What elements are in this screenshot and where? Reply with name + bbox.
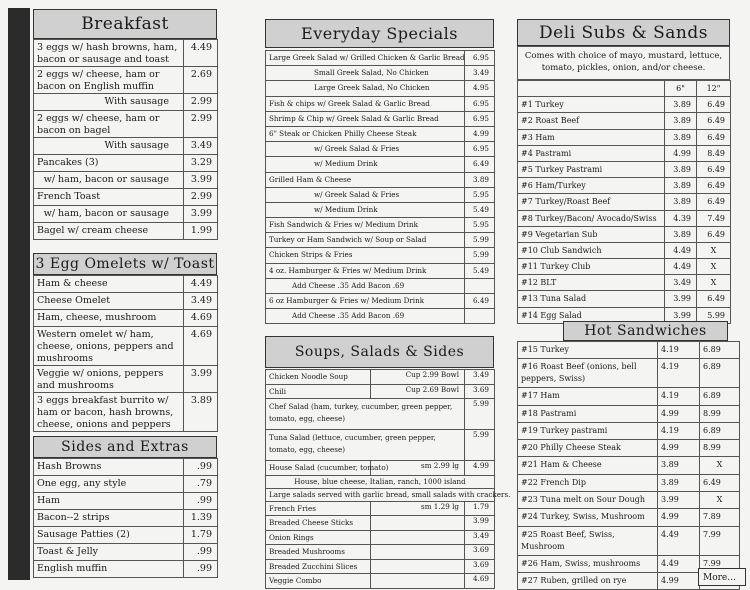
price-6in: 4.49 bbox=[658, 526, 700, 555]
hot-row bbox=[518, 509, 740, 526]
option-name: w/ ham, bacon or sausage bbox=[34, 206, 184, 223]
item-price: .99 bbox=[184, 459, 218, 476]
price-6in: 4.19 bbox=[658, 359, 700, 388]
menu-row bbox=[34, 111, 218, 138]
price-12in: 7.99 bbox=[700, 526, 740, 555]
item-price: 1.99 bbox=[184, 223, 218, 240]
soup-row bbox=[266, 488, 495, 501]
price-12in: 6.89 bbox=[700, 342, 740, 359]
price-12in: 7.89 bbox=[700, 509, 740, 526]
item-name: Bacon--2 strips bbox=[34, 510, 184, 527]
price-6in: 3.89 bbox=[665, 178, 697, 194]
deli-row bbox=[518, 161, 731, 177]
menu-row bbox=[34, 293, 218, 310]
hot-row bbox=[518, 342, 740, 359]
special-row bbox=[266, 233, 495, 248]
hot-row bbox=[518, 388, 740, 405]
soup-name: Tuna Salad (lettuce, cucumber, green pepper, tomato, egg, cheese) bbox=[266, 430, 465, 461]
soup-name: Breaded Cheese Sticks bbox=[266, 516, 371, 531]
price-12in: X bbox=[697, 259, 731, 275]
deli-name: #9 Vegetarian Sub bbox=[518, 226, 665, 242]
sides-header: Sides and Extras bbox=[33, 436, 217, 458]
special-name: Add Cheese .35 Add Bacon .69 bbox=[266, 278, 465, 293]
soup-price: 5.99 bbox=[465, 399, 495, 430]
menu-row bbox=[34, 40, 218, 67]
hot-name: #18 Pastrami bbox=[518, 405, 658, 422]
soup-size bbox=[371, 559, 465, 574]
special-name: w/ Medium Drink bbox=[266, 202, 465, 217]
price-6in: 3.99 bbox=[658, 492, 700, 509]
omelets-table bbox=[33, 275, 218, 432]
menu-row bbox=[34, 493, 218, 510]
breakfast-table bbox=[33, 39, 218, 240]
soup-name: Onion Rings bbox=[266, 530, 371, 545]
item-name: Ham bbox=[34, 493, 184, 510]
item-price: 4.69 bbox=[184, 310, 218, 327]
item-price: 2.99 bbox=[184, 111, 218, 138]
special-price bbox=[465, 309, 495, 324]
price-12in: 6.49 bbox=[700, 474, 740, 491]
hot-row bbox=[518, 492, 740, 509]
hot-name: #26 Ham, Swiss, mushrooms bbox=[518, 555, 658, 572]
hot-row bbox=[518, 422, 740, 439]
deli-row bbox=[518, 194, 731, 210]
item-name: 2 eggs w/ cheese, ham or bacon on bagel bbox=[34, 111, 184, 138]
special-name: Turkey or Ham Sandwich w/ Soup or Salad bbox=[266, 233, 465, 248]
deli-name: #14 Egg Salad bbox=[518, 307, 665, 323]
hot-name: #24 Turkey, Swiss, Mushroom bbox=[518, 509, 658, 526]
option-price: 2.99 bbox=[184, 94, 218, 111]
deli-row bbox=[518, 97, 731, 113]
price-12in: 8.49 bbox=[697, 145, 731, 161]
price-6in: 3.89 bbox=[665, 161, 697, 177]
special-row bbox=[266, 294, 495, 309]
soup-name: Chicken Noodle Soup bbox=[266, 370, 371, 385]
price-6in: 4.99 bbox=[665, 145, 697, 161]
menu-spine bbox=[8, 8, 30, 580]
soup-row bbox=[266, 384, 495, 399]
special-row bbox=[266, 263, 495, 278]
hot-name: #25 Roast Beef, Swiss, Mushroom bbox=[518, 526, 658, 555]
deli-row bbox=[518, 226, 731, 242]
menu-row bbox=[34, 393, 218, 432]
deli-size-header bbox=[518, 81, 731, 97]
item-price: 4.49 bbox=[184, 276, 218, 293]
price-6in: 4.99 bbox=[658, 509, 700, 526]
item-price: 1.79 bbox=[184, 527, 218, 544]
item-price: 2.69 bbox=[184, 67, 218, 94]
item-name: Pancakes (3) bbox=[34, 155, 184, 172]
special-row bbox=[266, 142, 495, 157]
special-price bbox=[465, 278, 495, 293]
hot-row bbox=[518, 526, 740, 555]
special-row bbox=[266, 51, 495, 66]
hot-name: #22 French Dip bbox=[518, 474, 658, 491]
option-price: 3.99 bbox=[184, 206, 218, 223]
special-name: Grilled Ham & Cheese bbox=[266, 172, 465, 187]
special-price: 4.99 bbox=[465, 126, 495, 141]
price-6in: 4.49 bbox=[665, 259, 697, 275]
special-row bbox=[266, 126, 495, 141]
price-12in: X bbox=[697, 275, 731, 291]
option-price: 3.99 bbox=[184, 172, 218, 189]
price-12in: 6.49 bbox=[697, 194, 731, 210]
deli-name: #13 Tuna Salad bbox=[518, 291, 665, 307]
menu-row bbox=[34, 366, 218, 393]
price-6in: 3.89 bbox=[658, 457, 700, 474]
price-6in: 4.49 bbox=[658, 555, 700, 572]
price-12in: 6.49 bbox=[697, 178, 731, 194]
soup-note: Large salads served with garlic bread, small salads with crackers. bbox=[266, 488, 495, 501]
soup-price: 4.99 bbox=[465, 461, 495, 476]
soup-row bbox=[266, 530, 495, 545]
menu-row-option bbox=[34, 138, 218, 155]
price-12in: 8.99 bbox=[700, 440, 740, 457]
omelets-header: 3 Egg Omelets w/ Toast bbox=[33, 253, 217, 275]
deli-name: #10 Club Sandwich bbox=[518, 242, 665, 258]
blank-cell bbox=[518, 81, 665, 97]
size-12in: 12" bbox=[697, 81, 731, 97]
price-6in: 3.89 bbox=[665, 113, 697, 129]
hot-row bbox=[518, 474, 740, 491]
special-row bbox=[266, 66, 495, 81]
special-price: 6.95 bbox=[465, 96, 495, 111]
price-6in: 4.19 bbox=[658, 388, 700, 405]
hot-row bbox=[518, 457, 740, 474]
price-12in: 6.89 bbox=[700, 359, 740, 388]
soup-price: 3.49 bbox=[465, 370, 495, 385]
price-6in: 4.39 bbox=[665, 210, 697, 226]
price-12in: 6.89 bbox=[700, 388, 740, 405]
special-row bbox=[266, 248, 495, 263]
menu-row bbox=[34, 527, 218, 544]
menu-row-option bbox=[34, 172, 218, 189]
price-12in: 7.99 bbox=[700, 555, 740, 572]
special-price: 5.49 bbox=[465, 202, 495, 217]
price-6in: 4.19 bbox=[658, 422, 700, 439]
special-name: Small Greek Salad, No Chicken bbox=[266, 66, 465, 81]
special-row bbox=[266, 218, 495, 233]
price-12in: 6.49 bbox=[697, 129, 731, 145]
deli-row bbox=[518, 242, 731, 258]
special-price: 5.49 bbox=[465, 263, 495, 278]
deli-name: #11 Turkey Club bbox=[518, 259, 665, 275]
special-name: w/ Greek Salad & Fries bbox=[266, 187, 465, 202]
special-name: Chicken Strips & Fries bbox=[266, 248, 465, 263]
soup-row bbox=[266, 430, 495, 461]
item-name: Ham & cheese bbox=[34, 276, 184, 293]
deli-name: #8 Turkey/Bacon/ Avocado/Swiss bbox=[518, 210, 665, 226]
item-name: 3 eggs breakfast burrito w/ ham or bacon, hash browns, cheese, onions and peppers bbox=[34, 393, 184, 432]
soup-size: Cup 2.99 Bowl bbox=[371, 370, 465, 385]
specials-table bbox=[265, 50, 495, 324]
hot-name: #20 Philly Cheese Steak bbox=[518, 440, 658, 457]
soup-row bbox=[266, 516, 495, 531]
menu-row bbox=[34, 155, 218, 172]
special-name: 6" Steak or Chicken Philly Cheese Steak bbox=[266, 126, 465, 141]
special-price: 3.49 bbox=[465, 66, 495, 81]
deli-row bbox=[518, 275, 731, 291]
deli-table bbox=[517, 80, 731, 324]
option-name: With sausage bbox=[34, 138, 184, 155]
deli-name: #2 Roast Beef bbox=[518, 113, 665, 129]
price-6in: 3.89 bbox=[658, 474, 700, 491]
special-price: 5.95 bbox=[465, 218, 495, 233]
deli-row bbox=[518, 129, 731, 145]
item-name: 2 eggs w/ cheese, ham or bacon on English muffin bbox=[34, 67, 184, 94]
price-12in: 6.49 bbox=[697, 226, 731, 242]
special-name: Fish Sandwich & Fries w/ Medium Drink bbox=[266, 218, 465, 233]
soup-name: House Salad (cucumber, tomato) bbox=[266, 461, 371, 476]
soup-name: French Fries bbox=[266, 501, 371, 516]
price-12in: 5.99 bbox=[697, 307, 731, 323]
item-name: Bagel w/ cream cheese bbox=[34, 223, 184, 240]
item-price: 3.29 bbox=[184, 155, 218, 172]
price-6in: 4.99 bbox=[658, 440, 700, 457]
deli-note: Comes with choice of mayo, mustard, lettuce, tomato, pickles, onion, and/or cheese. bbox=[517, 46, 730, 80]
deli-row bbox=[518, 145, 731, 161]
menu-row bbox=[34, 67, 218, 94]
special-name: Shrimp & Chip w/ Greek Salad & Garlic Bread bbox=[266, 111, 465, 126]
hot-name: #27 Ruben, grilled on rye bbox=[518, 572, 658, 589]
option-price: 3.49 bbox=[184, 138, 218, 155]
menu-row bbox=[34, 510, 218, 527]
hot-row bbox=[518, 440, 740, 457]
soup-name: Chef Salad (ham, turkey, cucumber, green pepper, tomato, egg, cheese) bbox=[266, 399, 465, 430]
deli-row bbox=[518, 259, 731, 275]
hot-header: Hot Sandwiches bbox=[563, 321, 728, 341]
item-price: .99 bbox=[184, 493, 218, 510]
soup-price: 3.69 bbox=[465, 384, 495, 399]
price-6in: 3.49 bbox=[665, 275, 697, 291]
price-12in: X bbox=[700, 492, 740, 509]
sides-table bbox=[33, 458, 218, 578]
deli-row bbox=[518, 113, 731, 129]
item-name: Veggie w/ onions, peppers and mushrooms bbox=[34, 366, 184, 393]
soup-note: House, blue cheese, Italian, ranch, 1000 island bbox=[266, 475, 495, 488]
hot-name: #21 Ham & Cheese bbox=[518, 457, 658, 474]
deli-name: #7 Turkey/Roast Beef bbox=[518, 194, 665, 210]
item-price: 4.69 bbox=[184, 327, 218, 366]
soup-name: Chili bbox=[266, 384, 371, 399]
soup-row bbox=[266, 475, 495, 488]
price-6in: 3.89 bbox=[665, 129, 697, 145]
special-price: 6.95 bbox=[465, 111, 495, 126]
item-price: 2.99 bbox=[184, 189, 218, 206]
item-price: 1.39 bbox=[184, 510, 218, 527]
deli-name: #1 Turkey bbox=[518, 97, 665, 113]
soup-name: Breaded Mushrooms bbox=[266, 545, 371, 560]
hot-row bbox=[518, 405, 740, 422]
hot-name: #19 Turkey pastrami bbox=[518, 422, 658, 439]
item-name: Sausage Patties (2) bbox=[34, 527, 184, 544]
price-6in: 4.19 bbox=[658, 342, 700, 359]
price-12in: 8.99 bbox=[700, 405, 740, 422]
price-12in: 6.89 bbox=[700, 422, 740, 439]
menu-row bbox=[34, 327, 218, 366]
special-row bbox=[266, 278, 495, 293]
item-name: One egg, any style bbox=[34, 476, 184, 493]
breakfast-header: Breakfast bbox=[33, 9, 217, 39]
price-12in: 6.49 bbox=[697, 161, 731, 177]
special-name: Fish & chips w/ Greek Salad & Garlic Bread bbox=[266, 96, 465, 111]
special-name: Large Greek Salad w/ Grilled Chicken & Garlic Bread bbox=[266, 51, 465, 66]
deli-name: #3 Ham bbox=[518, 129, 665, 145]
price-12in: 7.49 bbox=[697, 210, 731, 226]
item-name: Toast & Jelly bbox=[34, 544, 184, 561]
item-name: 3 eggs w/ hash browns, ham, bacon or sausage and toast bbox=[34, 40, 184, 67]
size-6in: 6" bbox=[665, 81, 697, 97]
soup-name: Veggie Combo bbox=[266, 574, 371, 589]
soup-size bbox=[371, 516, 465, 531]
deli-name: #6 Ham/Turkey bbox=[518, 178, 665, 194]
soup-row bbox=[266, 370, 495, 385]
soup-price: 3.69 bbox=[465, 559, 495, 574]
item-price: .99 bbox=[184, 544, 218, 561]
hot-name: #15 Turkey bbox=[518, 342, 658, 359]
price-12in: 6.49 bbox=[697, 113, 731, 129]
soup-price: 3.69 bbox=[465, 545, 495, 560]
special-name: Large Greek Salad, No Chicken bbox=[266, 81, 465, 96]
soup-size: sm 2.99 lg bbox=[371, 461, 465, 476]
deli-header: Deli Subs & Sands bbox=[517, 19, 730, 46]
special-row bbox=[266, 96, 495, 111]
special-row bbox=[266, 202, 495, 217]
price-6in: 3.89 bbox=[665, 194, 697, 210]
special-row bbox=[266, 111, 495, 126]
special-price: 5.95 bbox=[465, 187, 495, 202]
special-row bbox=[266, 157, 495, 172]
soup-row bbox=[266, 501, 495, 516]
price-6in: 3.89 bbox=[665, 97, 697, 113]
soup-size bbox=[371, 530, 465, 545]
hot-name: #16 Roast Beef (onions, bell peppers, Swiss) bbox=[518, 359, 658, 388]
price-12in: 6.49 bbox=[697, 291, 731, 307]
price-6in: 3.89 bbox=[665, 226, 697, 242]
soups-table bbox=[265, 369, 511, 589]
special-price: 6.49 bbox=[465, 157, 495, 172]
option-name: w/ ham, bacon or sausage bbox=[34, 172, 184, 189]
soup-size bbox=[371, 574, 465, 589]
special-price: 6.95 bbox=[465, 142, 495, 157]
soup-row bbox=[266, 545, 495, 560]
special-row bbox=[266, 172, 495, 187]
special-price: 6.49 bbox=[465, 294, 495, 309]
hot-name: #23 Tuna melt on Sour Dough bbox=[518, 492, 658, 509]
price-6in: 3.99 bbox=[665, 291, 697, 307]
deli-name: #4 Pastrami bbox=[518, 145, 665, 161]
deli-row bbox=[518, 178, 731, 194]
deli-row bbox=[518, 291, 731, 307]
price-12in: X bbox=[700, 457, 740, 474]
item-name: Cheese Omelet bbox=[34, 293, 184, 310]
item-price: 4.49 bbox=[184, 40, 218, 67]
price-6in: 4.99 bbox=[658, 572, 700, 589]
soups-header: Soups, Salads & Sides bbox=[265, 336, 494, 368]
price-12in: X bbox=[697, 242, 731, 258]
soup-name: Breaded Zucchini Slices bbox=[266, 559, 371, 574]
deli-row bbox=[518, 210, 731, 226]
special-row bbox=[266, 81, 495, 96]
price-6in: 4.49 bbox=[665, 242, 697, 258]
soup-row bbox=[266, 399, 495, 430]
hot-table bbox=[517, 341, 740, 590]
menu-row bbox=[34, 561, 218, 578]
special-price: 6.95 bbox=[465, 51, 495, 66]
item-name: English muffin bbox=[34, 561, 184, 578]
price-6in: 3.99 bbox=[665, 307, 697, 323]
soup-row bbox=[266, 461, 495, 476]
item-name: French Toast bbox=[34, 189, 184, 206]
item-price: 3.89 bbox=[184, 393, 218, 432]
special-row bbox=[266, 187, 495, 202]
price-6in: 4.99 bbox=[658, 405, 700, 422]
menu-row bbox=[34, 476, 218, 493]
soup-size: sm 1.29 lg bbox=[371, 501, 465, 516]
soup-size: Cup 2.69 Bowl bbox=[371, 384, 465, 399]
item-name: Ham, cheese, mushroom bbox=[34, 310, 184, 327]
special-name: 6 oz Hamburger & Fries w/ Medium Drink bbox=[266, 294, 465, 309]
soup-size bbox=[371, 545, 465, 560]
special-name: Add Cheese .35 Add Bacon .69 bbox=[266, 309, 465, 324]
soup-price: 1.79 bbox=[465, 501, 495, 516]
hot-row bbox=[518, 359, 740, 388]
option-name: With sausage bbox=[34, 94, 184, 111]
deli-name: #12 BLT bbox=[518, 275, 665, 291]
menu-row bbox=[34, 544, 218, 561]
item-price: 3.49 bbox=[184, 293, 218, 310]
menu-row bbox=[34, 459, 218, 476]
special-price: 4.95 bbox=[465, 81, 495, 96]
item-name: Hash Browns bbox=[34, 459, 184, 476]
more-link[interactable]: More... bbox=[698, 568, 746, 586]
menu-row bbox=[34, 276, 218, 293]
menu-row bbox=[34, 310, 218, 327]
soup-row bbox=[266, 574, 495, 589]
hot-name: #17 Ham bbox=[518, 388, 658, 405]
special-price: 3.89 bbox=[465, 172, 495, 187]
deli-name: #5 Turkey Pastrami bbox=[518, 161, 665, 177]
soup-price: 3.49 bbox=[465, 530, 495, 545]
soup-price: 5.99 bbox=[465, 430, 495, 461]
special-name: w/ Greek Salad & Fries bbox=[266, 142, 465, 157]
soup-row bbox=[266, 559, 495, 574]
item-price: .79 bbox=[184, 476, 218, 493]
special-name: 4 oz. Hamburger & Fries w/ Medium Drink bbox=[266, 263, 465, 278]
special-name: w/ Medium Drink bbox=[266, 157, 465, 172]
special-row bbox=[266, 309, 495, 324]
menu-row-option bbox=[34, 94, 218, 111]
menu-row bbox=[34, 189, 218, 206]
menu-row bbox=[34, 223, 218, 240]
price-12in: 6.49 bbox=[697, 97, 731, 113]
specials-header: Everyday Specials bbox=[265, 19, 494, 48]
special-price: 5.99 bbox=[465, 248, 495, 263]
item-price: 3.99 bbox=[184, 366, 218, 393]
item-price: .99 bbox=[184, 561, 218, 578]
menu-row-option bbox=[34, 206, 218, 223]
soup-price: 3.99 bbox=[465, 516, 495, 531]
item-name: Western omelet w/ ham, cheese, onions, peppers and mushrooms bbox=[34, 327, 184, 366]
special-price: 5.99 bbox=[465, 233, 495, 248]
soup-price: 4.69 bbox=[465, 574, 495, 589]
